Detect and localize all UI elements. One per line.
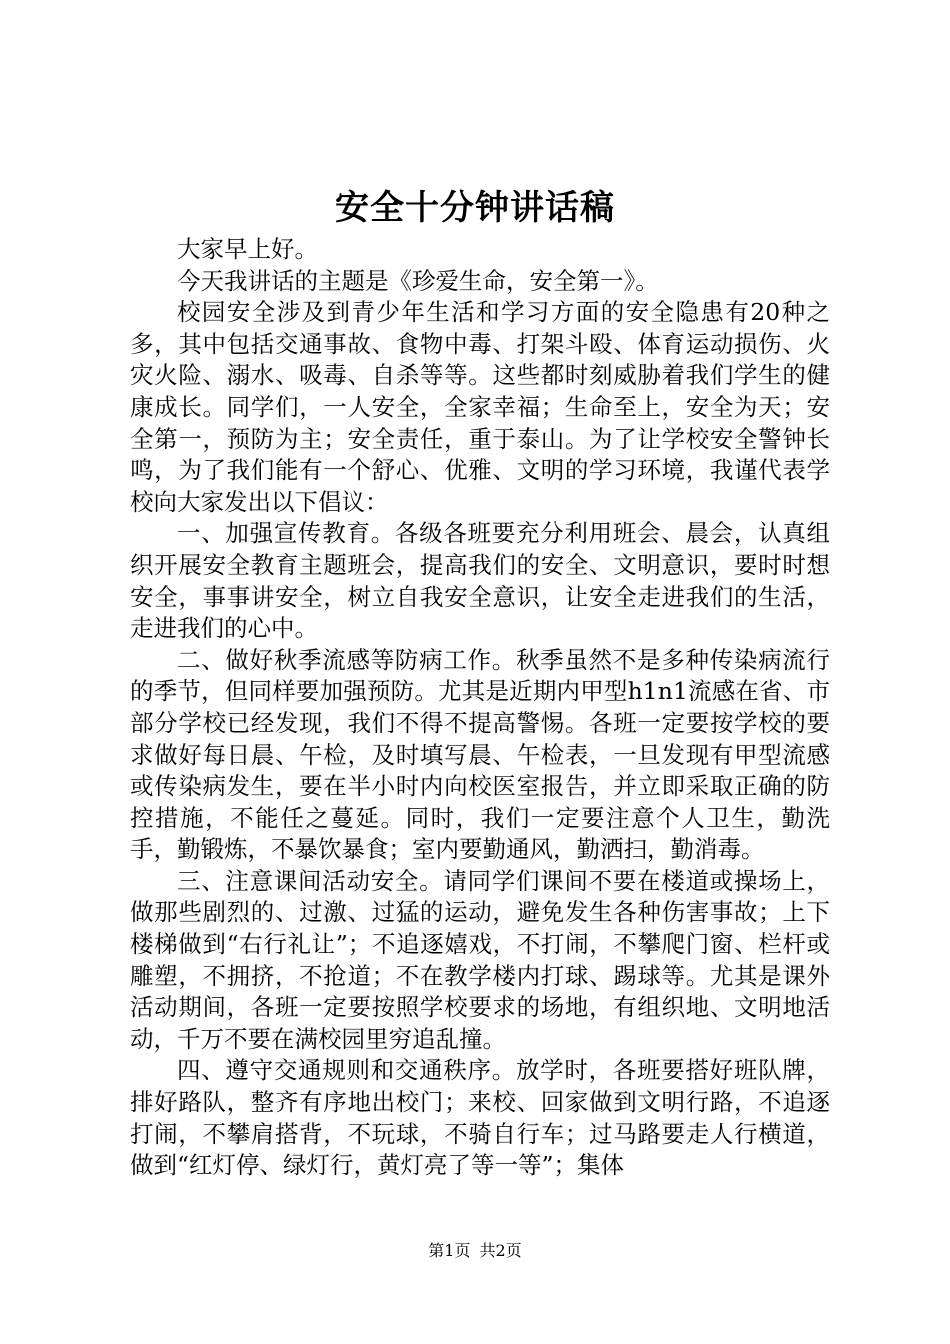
paragraph-point-1: 一、加强宣传教育。各级各班要充分利用班会、晨会，认真组织开展安全教育主题班会，提高我们的安全、文明意识，要时时想安全，事事讲安全，树立自我安全意识，让安全走进我们的生活，走进我们的心中。	[130, 519, 830, 643]
paragraph-intro: 校园安全涉及到青少年生活和学习方面的安全隐患有20种之多，其中包括交通事故、食物中毒、打架斗殴、体育运动损伤、火灾火险、溺水、吸毒、自杀等等。这些都时刻威胁着我们学生的健康成长。同学们，一人安全，全家幸福；生命至上，安全为天；安全第一，预防为主；安全责任，重于泰山。为了让学校安全警钟长鸣，为了我们能有一个舒心、优雅、文明的学习环境，我谨代表学校向大家发出以下倡议：	[130, 298, 830, 516]
document-title: 安全十分钟讲话稿	[335, 188, 615, 228]
paragraph-point-2: 二、做好秋季流感等防病工作。秋季虽然不是多种传染病流行的季节，但同样要加强预防。尤其是近期内甲型h1n1流感在省、市部分学校已经发现，我们不得不提高警惕。各班一定要按学校的要求做好每日晨、午检，及时填写晨、午检表，一旦发现有甲型流感或传染病发生，要在半小时内向校医室报告，并立即采取正确的防控措施，不能任之蔓延。同时，我们一定要注意个人卫生，勤洗手，勤锻炼，不暴饮暴食；室内要勤通风，勤洒扫，勤消毒。	[130, 645, 830, 864]
page-total: 共2页	[479, 1241, 522, 1260]
paragraph-point-4: 四、遵守交通规则和交通秩序。放学时，各班要搭好班队牌，排好路队，整齐有序地出校门；来校、回家做到文明行路，不追逐打闹，不攀肩搭背，不玩球，不骑自行车；过马路要走人行横道，做到“红灯停、绿灯行，黄灯亮了等一等”；集体	[130, 1056, 830, 1180]
page-number: 第1页	[428, 1241, 471, 1260]
page-footer	[0, 1239, 950, 1263]
document-body	[130, 234, 830, 1182]
paragraph-topic: 今天我讲话的主题是《珍爱生命，安全第一》。	[177, 266, 659, 295]
paragraph-greeting: 大家早上好。	[177, 235, 318, 263]
paragraph-point-3: 三、注意课间活动安全。请同学们课间不要在楼道或操场上，做那些剧烈的、过激、过猛的运动，避免发生各种伤害事故；上下楼梯做到“右行礼让”；不追逐嬉戏，不打闹，不攀爬门窗、栏杆或雕塑，不拥挤，不抢道；不在教学楼内打球、踢球等。尤其是课外活动期间，各班一定要按照学校要求的场地，有组织地、文明地活动，千万不要在满校园里穷追乱撞。	[130, 866, 830, 1053]
